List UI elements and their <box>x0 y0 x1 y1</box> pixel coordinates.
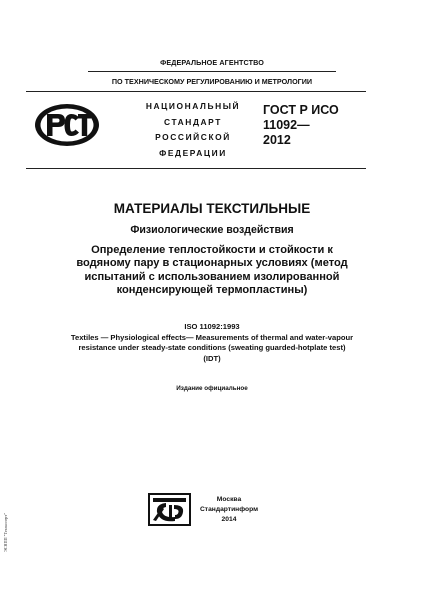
publisher-name: Стандартинформ <box>199 506 259 513</box>
standard-word: НАЦИОНАЛЬНЫЙ <box>145 101 241 111</box>
iso-description-line: (IDT) <box>203 353 221 363</box>
gost-r-emblem-icon <box>34 103 100 147</box>
header-rule-middle <box>26 91 366 92</box>
description-line: водяному пару в стационарных условиях (метод <box>76 257 348 270</box>
header-rule-top <box>88 71 336 72</box>
standard-word: СТАНДАРТ <box>164 116 222 127</box>
iso-description <box>44 333 380 364</box>
standard-word: РОССИЙСКОЙ <box>155 132 231 143</box>
header-rule-bottom <box>26 168 366 169</box>
document-description <box>54 244 370 298</box>
edition-label: Издание официальное <box>176 385 248 392</box>
gost-number-line: 2012 <box>263 133 291 147</box>
gost-number <box>263 103 383 148</box>
document-title: МАТЕРИАЛЫ ТЕКСТИЛЬНЫЕ <box>113 201 311 216</box>
description-line: Определение теплостойкости и стойкости к <box>91 244 333 256</box>
description-line: конденсирующей термопластины) <box>116 284 308 297</box>
national-standard-label <box>136 99 250 161</box>
description-line: испытаний с использованием изолированной <box>84 270 340 283</box>
document-subtitle: Физиологические воздействия <box>130 224 294 236</box>
iso-description-line: resistance under steady-state conditions (sweating guarded-hotplate test) <box>78 343 346 353</box>
gost-number-line: ГОСТ Р ИСО <box>263 103 339 117</box>
publisher-city: Москва <box>216 496 242 503</box>
agency-subtitle: ПО ТЕХНИЧЕСКОМУ РЕГУЛИРОВАНИЮ И МЕТРОЛОГИИ <box>111 77 313 86</box>
standard-word: ФЕДЕРАЦИИ <box>159 147 227 158</box>
publisher-block <box>196 495 262 525</box>
iso-number: ISO 11092:1993 <box>184 322 240 331</box>
gost-number-line: 11092— <box>263 118 310 132</box>
iso-description-line: Textiles — Physiological effects— Measurements of thermal and water-vapour <box>70 333 354 342</box>
side-watermark-text: ЭСНПП "Техэксперт" <box>3 513 8 552</box>
standartinform-logo-icon <box>148 493 191 526</box>
agency-name: ФЕДЕРАЛЬНОЕ АГЕНТСТВО <box>160 58 264 67</box>
publisher-year: 2014 <box>221 516 237 523</box>
